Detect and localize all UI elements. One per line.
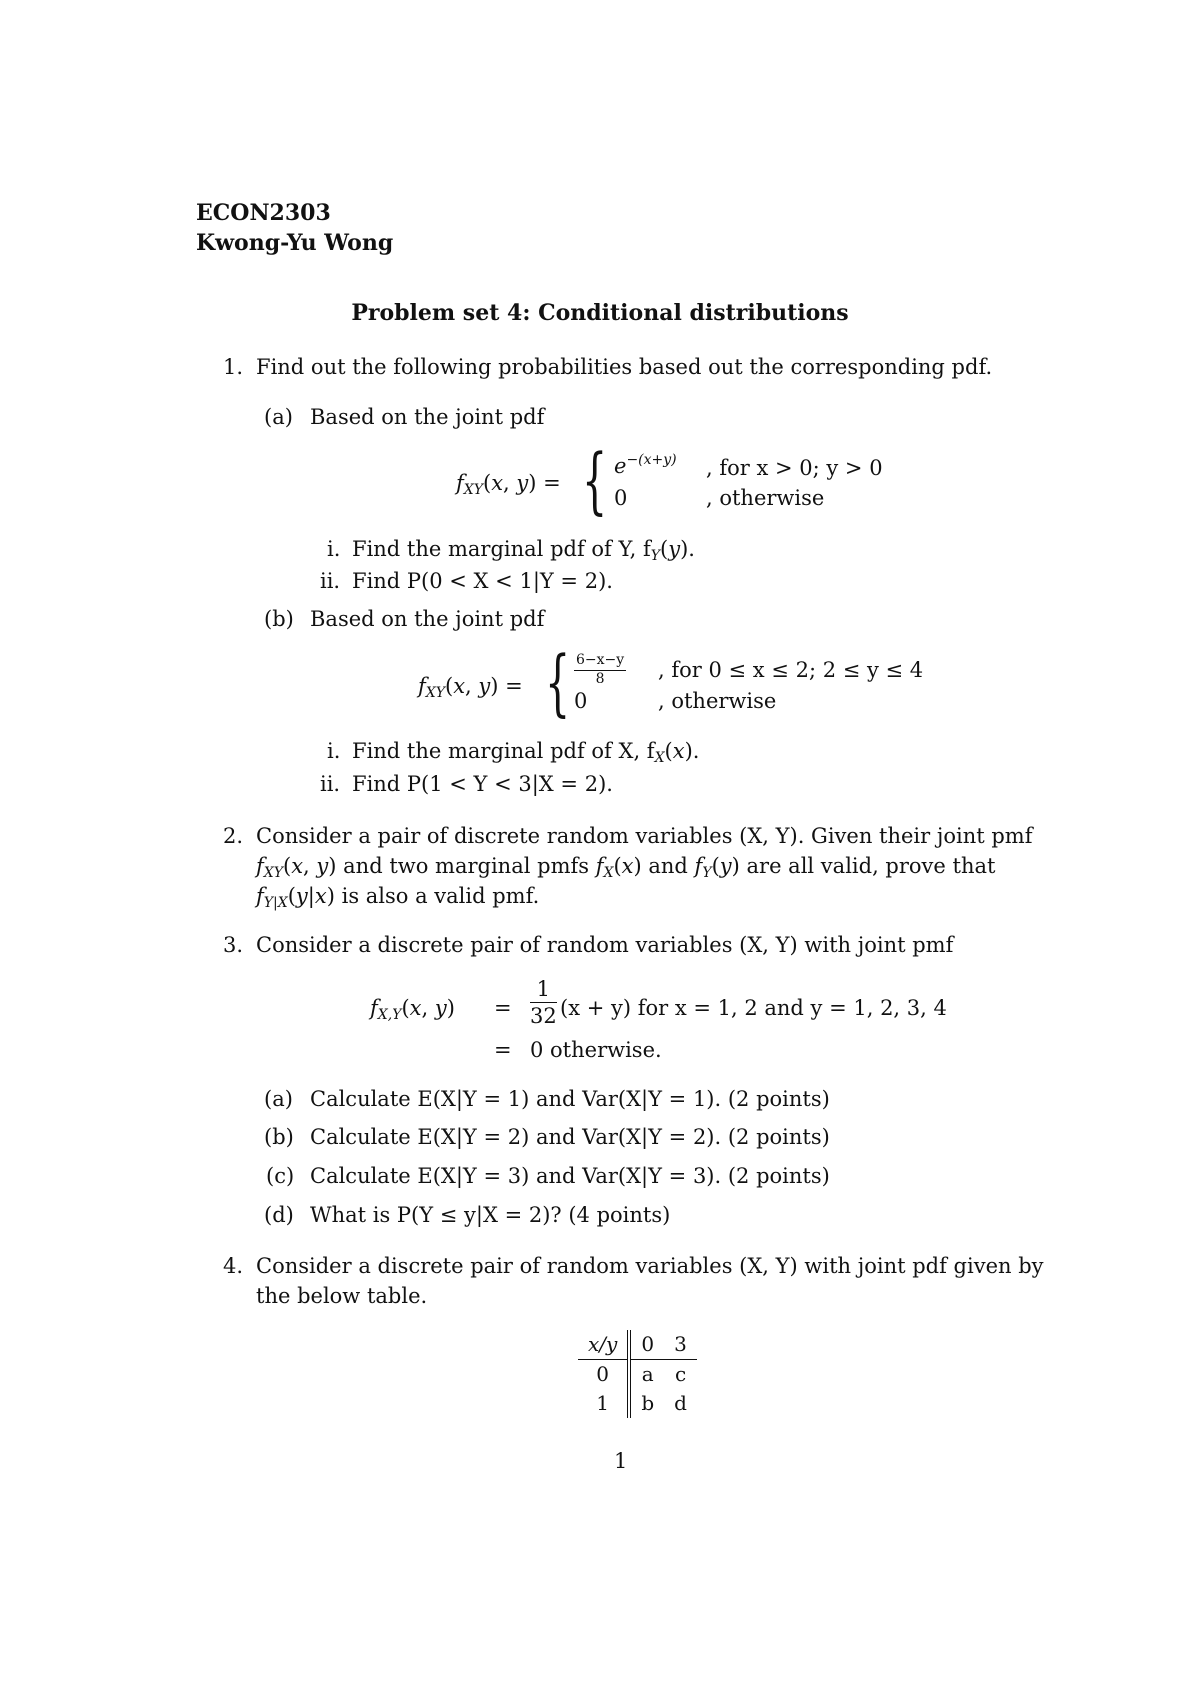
table-row xyxy=(578,1389,697,1418)
q1b-case1-value: $\frac{6-x-y}{8}$ xyxy=(576,652,625,687)
q3b-label: (b) xyxy=(264,1125,294,1149)
q3c-text: Calculate E(X|Y = 3) and Var(X|Y = 3). (2 points) xyxy=(310,1164,830,1188)
q3a-label: (a) xyxy=(264,1087,293,1111)
q1b-ii-text: Find P(1 < Y < 3|X = 2). xyxy=(352,772,613,796)
q3d-text: What is P(Y ≤ y|X = 2)? (4 points) xyxy=(310,1203,671,1227)
table-row-header: 0 xyxy=(578,1360,629,1390)
q1b-i-label: i. xyxy=(327,739,341,763)
author-name: Kwong-Yu Wong xyxy=(196,230,394,256)
q3-text: Consider a discrete pair of random variables (X, Y) with joint pmf xyxy=(256,933,954,957)
q1-text: Find out the following probabilities based out the corresponding pdf. xyxy=(256,355,993,379)
q4-line2: the below table. xyxy=(256,1284,428,1308)
q1a-case2-value: 0 xyxy=(614,486,628,510)
table-col-header: 3 xyxy=(664,1330,697,1360)
q2-line3: $f_{Y|X}(y|x)$ is also a valid pmf. xyxy=(256,884,540,911)
q1a-case2-condition: , otherwise xyxy=(706,486,825,510)
q3-equals-1: = xyxy=(494,996,512,1020)
q1a-ii-text: Find P(0 < X < 1|Y = 2). xyxy=(352,569,613,593)
q1a-text: Based on the joint pdf xyxy=(310,405,545,429)
table-corner: x/y xyxy=(578,1330,629,1360)
q1b-i-text: Find the marginal pdf of X, $f_X(x)$. xyxy=(352,739,700,766)
q4-table xyxy=(578,1330,697,1418)
q1b-case2-value: 0 xyxy=(574,689,588,713)
q1a-i-label: i. xyxy=(327,537,341,561)
q1b-lhs: $f_{XY}(x$, y) = xyxy=(418,674,523,701)
q3b-text: Calculate E(X|Y = 2) and Var(X|Y = 2). (2 points) xyxy=(310,1125,830,1149)
q1b-ii-label: ii. xyxy=(320,772,341,796)
table-row xyxy=(578,1360,697,1390)
q3d-label: (d) xyxy=(264,1203,294,1227)
q3-lhs: $f_{X,Y}(x$, y) xyxy=(370,996,455,1023)
q1b-label: (b) xyxy=(264,607,294,631)
q3-equals-2: = xyxy=(494,1038,512,1062)
q1a-case1-value: $e^{-(x+y)}$ xyxy=(614,452,677,478)
q2-number: 2. xyxy=(223,824,244,848)
course-code: ECON2303 xyxy=(196,200,331,226)
q3-rhs-1: (x + y) for x = 1, 2 and y = 1, 2, 3, 4 xyxy=(560,996,947,1020)
q1-number: 1. xyxy=(223,355,244,379)
table-cell: d xyxy=(674,1391,687,1415)
table-col-header: 0 xyxy=(629,1330,664,1360)
q1b-case2-condition: , otherwise xyxy=(658,689,777,713)
page-title: Problem set 4: Conditional distributions xyxy=(351,300,849,326)
table-cell: a xyxy=(641,1362,654,1386)
table-cell: c xyxy=(674,1362,687,1386)
q4-number: 4. xyxy=(223,1254,244,1278)
q1b-brace: { xyxy=(545,640,571,724)
table-row-header: 1 xyxy=(578,1389,629,1418)
q3a-text: Calculate E(X|Y = 1) and Var(X|Y = 1). (2 points) xyxy=(310,1087,830,1111)
q1a-brace: { xyxy=(582,438,608,522)
q4-line1: Consider a discrete pair of random variables (X, Y) with joint pdf given by xyxy=(256,1254,1044,1278)
table-cell: b xyxy=(641,1391,655,1415)
table-header-row xyxy=(578,1330,697,1360)
q3-fraction: $\frac{1}{32}$ xyxy=(530,977,557,1029)
q3c-label: (c) xyxy=(266,1164,295,1188)
q1a-lhs: $f_{XY}(x$, y) = xyxy=(456,471,561,498)
q1b-text: Based on the joint pdf xyxy=(310,607,545,631)
q1a-ii-label: ii. xyxy=(320,569,341,593)
q3-number: 3. xyxy=(223,933,244,957)
q1b-case1-condition: , for 0 ≤ x ≤ 2; 2 ≤ y ≤ 4 xyxy=(658,658,924,682)
q1a-case1-condition: , for x > 0; y > 0 xyxy=(706,456,883,480)
page-number: 1 xyxy=(614,1449,628,1473)
q3-rhs-2: 0 otherwise. xyxy=(530,1038,662,1062)
q1a-label: (a) xyxy=(264,405,293,429)
q2-line1: Consider a pair of discrete random variables (X, Y). Given their joint pmf xyxy=(256,824,1033,848)
q2-line2: $f_{XY}(x$, y) and two marginal pmfs $f_X(x)$ and $f_Y(y)$ are all valid, prove that xyxy=(256,854,996,881)
q1a-i-text: Find the marginal pdf of Y, $f_Y(y)$. xyxy=(352,537,695,564)
